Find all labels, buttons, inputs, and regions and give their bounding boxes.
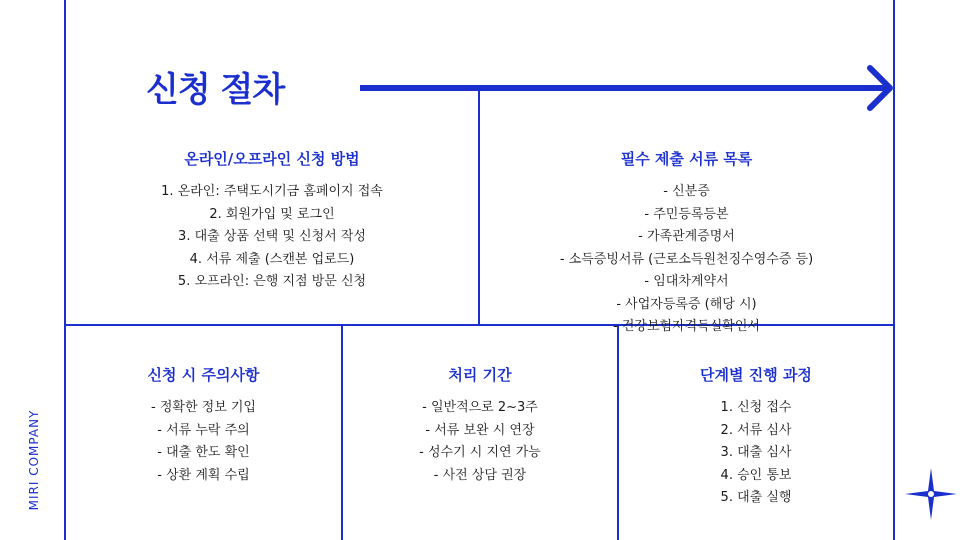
- list-item: - 일반적으로 2~3주: [422, 400, 538, 415]
- list-item: - 임대차계약서: [644, 274, 729, 289]
- item-list: [66, 397, 341, 487]
- section-steps: [619, 364, 893, 510]
- item-list: [480, 181, 893, 339]
- section-title: 처리 기간: [448, 366, 512, 384]
- list-item: 2. 회원가입 및 로그인: [209, 206, 335, 222]
- section-cautions: [66, 364, 341, 487]
- section-documents: [480, 148, 893, 334]
- list-item: - 서류 누락 주의: [157, 422, 250, 438]
- list-item: - 성수기 시 지연 가능: [419, 445, 541, 460]
- list-item: 4. 승인 통보: [720, 467, 792, 483]
- list-item: 4. 서류 제출 (스캔본 업로드): [189, 251, 355, 267]
- list-item: 1. 신청 접수: [720, 400, 792, 415]
- list-item: 5. 대출 실행: [720, 490, 792, 505]
- item-list: [343, 397, 617, 487]
- page-title: 신청 절차: [146, 70, 285, 110]
- section-title: 신청 시 주의사항: [147, 366, 260, 384]
- brand-name: MIRI COMPANY: [27, 409, 41, 511]
- list-item: - 가족관계증명서: [638, 229, 735, 244]
- list-item: - 신분증: [663, 184, 710, 199]
- item-list: [66, 181, 478, 294]
- list-item: - 서류 보완 시 연장: [425, 422, 535, 438]
- list-item: - 대출 한도 확인: [157, 445, 250, 460]
- section-title: 단계별 진행 과정: [700, 366, 812, 384]
- list-item: - 정확한 정보 기입: [151, 400, 256, 415]
- list-item: - 사전 상담 권장: [433, 467, 527, 483]
- list-item: - 주민등록등본: [644, 206, 729, 222]
- list-item: 3. 대출 상품 선택 및 신청서 작성: [178, 229, 366, 244]
- item-list: [619, 397, 893, 510]
- list-item: 2. 서류 심사: [720, 422, 792, 438]
- list-item: 3. 대출 심사: [720, 445, 792, 460]
- four-point-star-icon: [903, 466, 959, 522]
- list-item: 5. 오프라인: 은행 지점 방문 신청: [177, 274, 367, 289]
- list-item: 1. 온라인: 주택도시기금 홈페이지 접속: [161, 184, 383, 199]
- section-period: [343, 364, 617, 487]
- section-title: 온라인/오프라인 신청 방법: [184, 150, 360, 168]
- list-item: - 사업자등록증 (해당 시): [616, 296, 757, 312]
- list-item: - 소득증빙서류 (근로소득원천징수영수증 등): [559, 251, 814, 267]
- section-online-offline: [66, 148, 478, 294]
- right-arrow-icon: [360, 64, 896, 112]
- list-item: - 상환 계획 수립: [157, 467, 250, 483]
- list-item: - 건강보험자격득실확인서: [613, 319, 760, 334]
- section-title: 필수 제출 서류 목록: [620, 150, 753, 168]
